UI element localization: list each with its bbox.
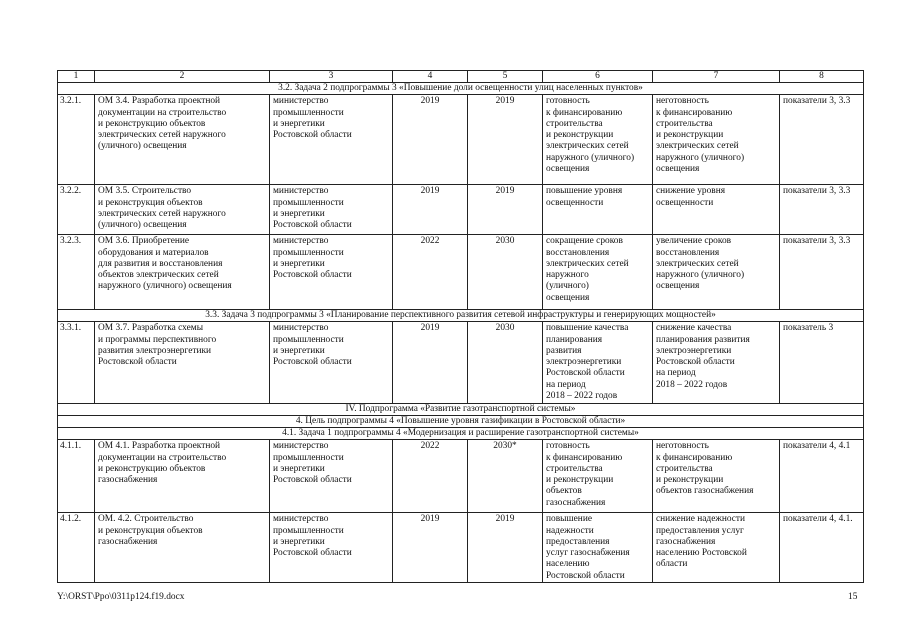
row-number: 4.1.1. <box>58 440 95 513</box>
end-year: 2019 <box>468 95 543 185</box>
indicators: показатели 3, 3.3 <box>780 185 864 235</box>
row-number: 3.2.1. <box>58 95 95 185</box>
table-row <box>58 95 864 185</box>
end-year: 2030* <box>468 440 543 513</box>
subprogram-title: IV. Подпрограмма «Развитие газотранспортной системы» <box>58 404 864 416</box>
section-title: 4.1. Задача 1 подпрограммы 4 «Модернизация и расширение газотранспортной системы» <box>58 428 864 440</box>
indicators: показатель 3 <box>780 322 864 404</box>
executor: министерство промышленности и энергетики Ростовской области <box>270 513 393 583</box>
table-row <box>58 440 864 513</box>
start-year: 2019 <box>393 513 468 583</box>
measure-name: ОМ 3.5. Строительство и реконструкция объектов электрических сетей наружного (уличного) освещения <box>95 185 270 235</box>
goal-title: 4. Цель подпрограммы 4 «Повышение уровня газификации в Ростовской области» <box>58 416 864 428</box>
row-number: 4.1.2. <box>58 513 95 583</box>
table-row <box>58 513 864 583</box>
start-year: 2019 <box>393 95 468 185</box>
indicators: показатели 3, 3.3 <box>780 235 864 310</box>
row-number: 3.3.1. <box>58 322 95 404</box>
section-row <box>58 83 864 95</box>
expected-result: повышение уровня освещенности <box>543 185 653 235</box>
column-header: 4 <box>393 71 468 83</box>
column-header: 1 <box>58 71 95 83</box>
row-number: 3.2.2. <box>58 185 95 235</box>
table-row <box>58 185 864 235</box>
column-header: 5 <box>468 71 543 83</box>
consequence: снижение уровня освещенности <box>653 185 780 235</box>
table-row <box>58 322 864 404</box>
indicators: показатели 3, 3.3 <box>780 95 864 185</box>
measure-name: ОМ 3.7. Разработка схемы и программы перспективного развития электроэнергетики Ростовской области <box>95 322 270 404</box>
row-number: 3.2.3. <box>58 235 95 310</box>
column-header: 6 <box>543 71 653 83</box>
expected-result: готовность к финансированию строительства и реконструкции объектов газоснабжения <box>543 440 653 513</box>
indicators: показатели 4, 4.1 <box>780 440 864 513</box>
column-header: 8 <box>780 71 864 83</box>
consequence: снижение надежности предоставления услуг газоснабжения населению Ростовской области <box>653 513 780 583</box>
measure-name: ОМ 3.4. Разработка проектной документации на строительство и реконструкцию объектов электрических сетей наружного (уличного) освещения <box>95 95 270 185</box>
section-title: 3.3. Задача 3 подпрограммы 3 «Планирование перспективного развития сетевой инфраструктуры и генерирующих мощностей» <box>58 310 864 322</box>
expected-result: повышение надежности предоставления услуг газоснабжения населению Ростовской области <box>543 513 653 583</box>
executor: министерство промышленности и энергетики Ростовской области <box>270 235 393 310</box>
column-header: 2 <box>95 71 270 83</box>
consequence: снижение качества планирования развития электроэнергетики Ростовской области на период 2018 – 2022 годов <box>653 322 780 404</box>
expected-result: готовность к финансированию строительства и реконструкции электрических сетей наружного (уличного) освещения <box>543 95 653 185</box>
consequence: увеличение сроков восстановления электрических сетей наружного (уличного) освещения <box>653 235 780 310</box>
indicators: показатели 4, 4.1. <box>780 513 864 583</box>
page-number: 15 <box>848 592 858 602</box>
column-header: 3 <box>270 71 393 83</box>
start-year: 2022 <box>393 235 468 310</box>
executor: министерство промышленности и энергетики Ростовской области <box>270 185 393 235</box>
measure-name: ОМ. 4.2. Строительство и реконструкция объектов газоснабжения <box>95 513 270 583</box>
start-year: 2019 <box>393 322 468 404</box>
executor: министерство промышленности и энергетики Ростовской области <box>270 95 393 185</box>
file-path: Y:\ORST\Ppo\0311p124.f19.docx <box>57 592 185 602</box>
table-row <box>58 235 864 310</box>
column-header: 7 <box>653 71 780 83</box>
start-year: 2022 <box>393 440 468 513</box>
expected-result: сокращение сроков восстановления электрических сетей наружного (уличного) освещения <box>543 235 653 310</box>
executor: министерство промышленности и энергетики Ростовской области <box>270 440 393 513</box>
consequence: неготовность к финансированию строительства и реконструкции электрических сетей наружного (уличного) освещения <box>653 95 780 185</box>
column-number-row <box>58 71 864 83</box>
consequence: неготовность к финансированию строительства и реконструкции объектов газоснабжения <box>653 440 780 513</box>
measures-table <box>57 70 864 583</box>
section-row <box>58 416 864 428</box>
executor: министерство промышленности и энергетики Ростовской области <box>270 322 393 404</box>
expected-result: повышение качества планирования развития электроэнергетики Ростовской области на период 2018 – 2022 годов <box>543 322 653 404</box>
start-year: 2019 <box>393 185 468 235</box>
end-year: 2019 <box>468 185 543 235</box>
document-sheet <box>57 70 863 583</box>
end-year: 2030 <box>468 235 543 310</box>
measure-name: ОМ 3.6. Приобретение оборудования и материалов для развития и восстановления объектов электрических сетей наружного (уличного) освещения <box>95 235 270 310</box>
end-year: 2019 <box>468 513 543 583</box>
measure-name: ОМ 4.1. Разработка проектной документации на строительство и реконструкцию объектов газоснабжения <box>95 440 270 513</box>
section-row <box>58 404 864 416</box>
end-year: 2030 <box>468 322 543 404</box>
section-title: 3.2. Задача 2 подпрограммы 3 «Повышение доли освещенности улиц населенных пунктов» <box>58 83 864 95</box>
section-row <box>58 310 864 322</box>
section-row <box>58 428 864 440</box>
